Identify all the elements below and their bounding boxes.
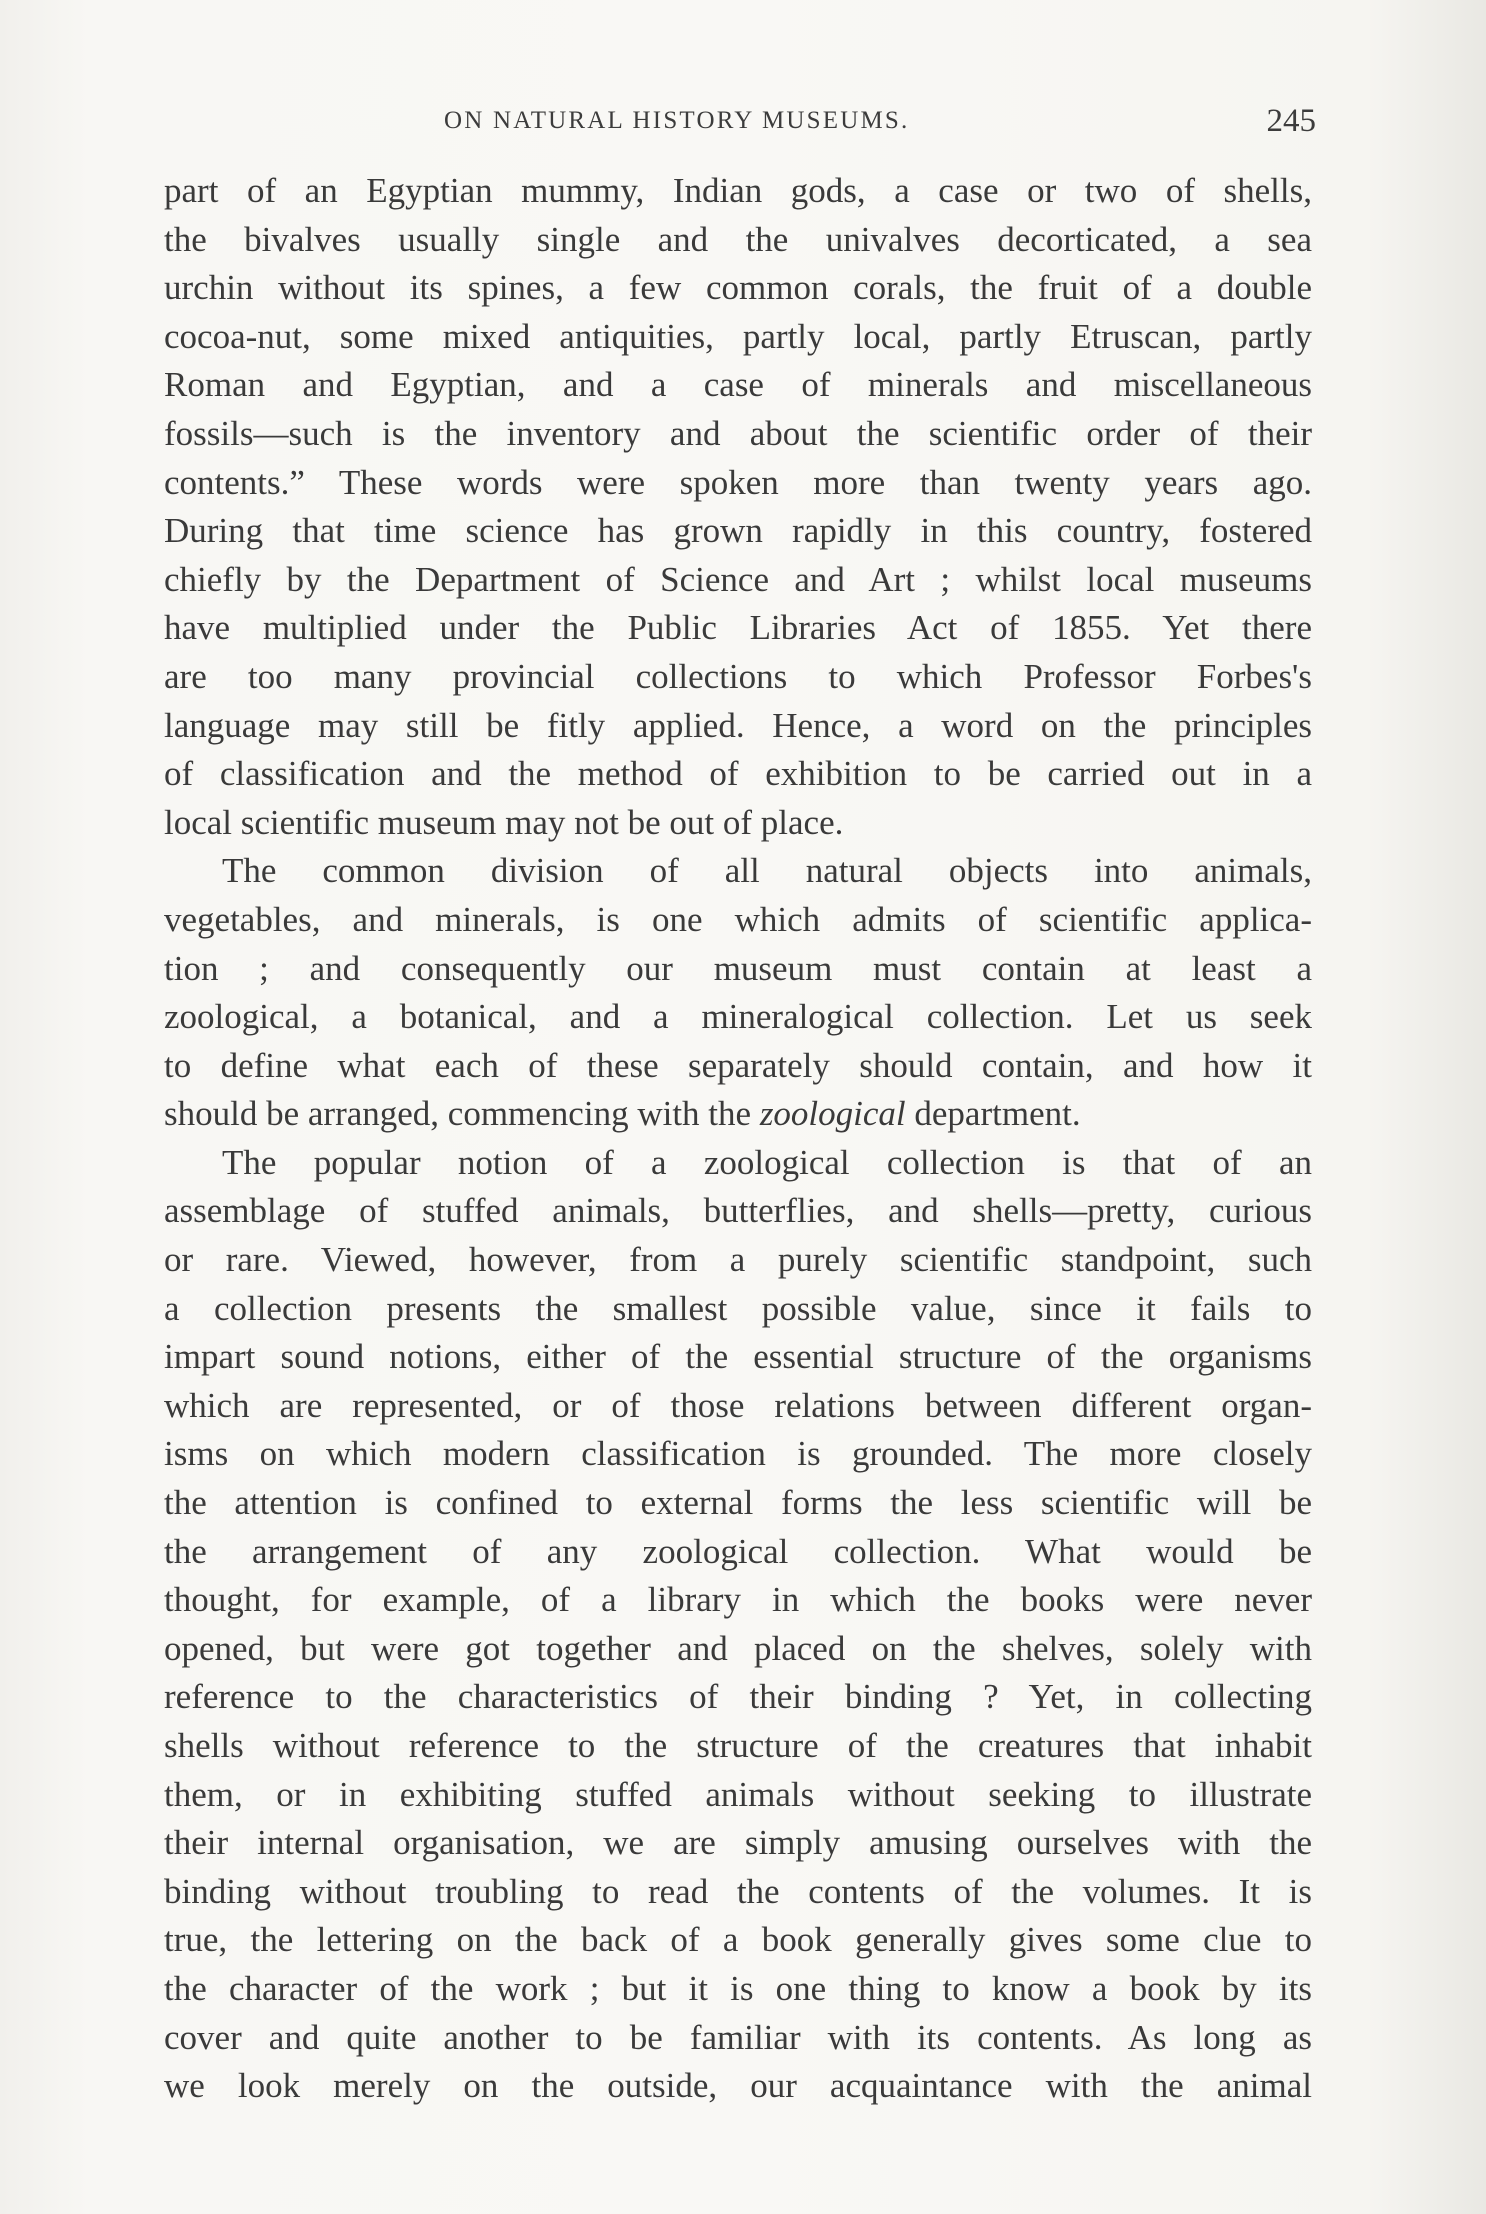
text-line: Roman and Egyptian, and a case of minerals and miscellaneous — [164, 365, 1312, 405]
text-line: urchin without its spines, a few common corals, the fruit of a double — [164, 268, 1312, 308]
text-line: of classification and the method of exhibition to be carried out in a — [164, 754, 1312, 794]
page-number: 245 — [1266, 103, 1316, 139]
text-line: shells without reference to the structure of the creatures that inhabit — [164, 1726, 1312, 1765]
text-line: fossils—such is the inventory and about the scientific order of their — [164, 413, 1312, 453]
text-line: vegetables, and minerals, is one which admits of scientific applica- — [164, 899, 1312, 939]
text-line: isms on which modern classification is grounded. The more closely — [164, 1434, 1312, 1474]
text-line: tion ; and consequently our museum must contain at least a — [164, 948, 1312, 988]
body-text — [164, 167, 1312, 2111]
text-line: to define what each of these separately should contain, and how it — [164, 1045, 1312, 1085]
text-line: their internal organisation, we are simply amusing ourselves with the — [164, 1823, 1312, 1863]
text-line: contents.” These words were spoken more than twenty years ago. — [164, 462, 1312, 502]
text-line: impart sound notions, either of the essential structure of the organisms — [164, 1337, 1312, 1377]
text-line: we look merely on the outside, our acquaintance with the animal — [164, 2066, 1312, 2106]
text-line: the arrangement of any zoological collection. What would be — [164, 1531, 1312, 1571]
text-line: local scientific museum may not be out of place. — [164, 802, 844, 842]
text-line-end: department. — [905, 1094, 1081, 1134]
text-line: The popular notion of a zoological collection is that of an — [222, 1142, 1312, 1182]
text-line: part of an Egyptian mummy, Indian gods, a case or two of shells, — [164, 171, 1312, 210]
text-line: opened, but were got together and placed on the shelves, solely with — [164, 1628, 1312, 1668]
text-line: language may still be fitly applied. Hence, a word on the principles — [164, 705, 1312, 745]
text-line: During that time science has grown rapidly in this country, fostered — [164, 511, 1312, 551]
text-line: chiefly by the Department of Science and Art ; whilst local museums — [164, 559, 1312, 599]
text-line: true, the lettering on the back of a book generally gives some clue to — [164, 1920, 1312, 1960]
text-line: the attention is confined to external forms the less scientific will be — [164, 1483, 1312, 1523]
text-line: are too many provincial collections to which Professor Forbes's — [164, 656, 1312, 696]
text-line: the character of the work ; but it is one thing to know a book by its — [164, 1968, 1312, 2008]
italic-term: zoological — [759, 1094, 906, 1134]
text-line: or rare. Viewed, however, from a purely scientific standpoint, such — [164, 1240, 1312, 1280]
text-line: the bivalves usually single and the univalves decorticated, a sea — [164, 219, 1312, 259]
text-line: have multiplied under the Public Libraries Act of 1855. Yet there — [164, 608, 1312, 648]
text-line: cover and quite another to be familiar with its contents. As long as — [164, 2017, 1312, 2057]
text-line: reference to the characteristics of their binding ? Yet, in collecting — [164, 1677, 1312, 1717]
text-line: which are represented, or of those relations between different organ- — [164, 1385, 1312, 1425]
text-line — [164, 1090, 1312, 1139]
text-line: binding without troubling to read the contents of the volumes. It is — [164, 1871, 1312, 1911]
text-line: them, or in exhibiting stuffed animals without seeking to illustrate — [164, 1774, 1312, 1814]
text-line: assemblage of stuffed animals, butterflies, and shells—pretty, curious — [164, 1191, 1312, 1231]
running-title: ON NATURAL HISTORY MUSEUMS. — [444, 107, 910, 134]
text-line: The common division of all natural objects into animals, — [222, 851, 1312, 891]
text-line-start: should be arranged, commencing with the — [164, 1094, 760, 1134]
text-line: a collection presents the smallest possible value, since it fails to — [164, 1288, 1312, 1328]
text-line: zoological, a botanical, and a mineralogical collection. Let us seek — [164, 997, 1312, 1037]
running-head — [0, 96, 1486, 146]
text-line: thought, for example, of a library in which the books were never — [164, 1580, 1312, 1620]
text-line: cocoa-nut, some mixed antiquities, partly local, partly Etruscan, partly — [164, 316, 1312, 356]
